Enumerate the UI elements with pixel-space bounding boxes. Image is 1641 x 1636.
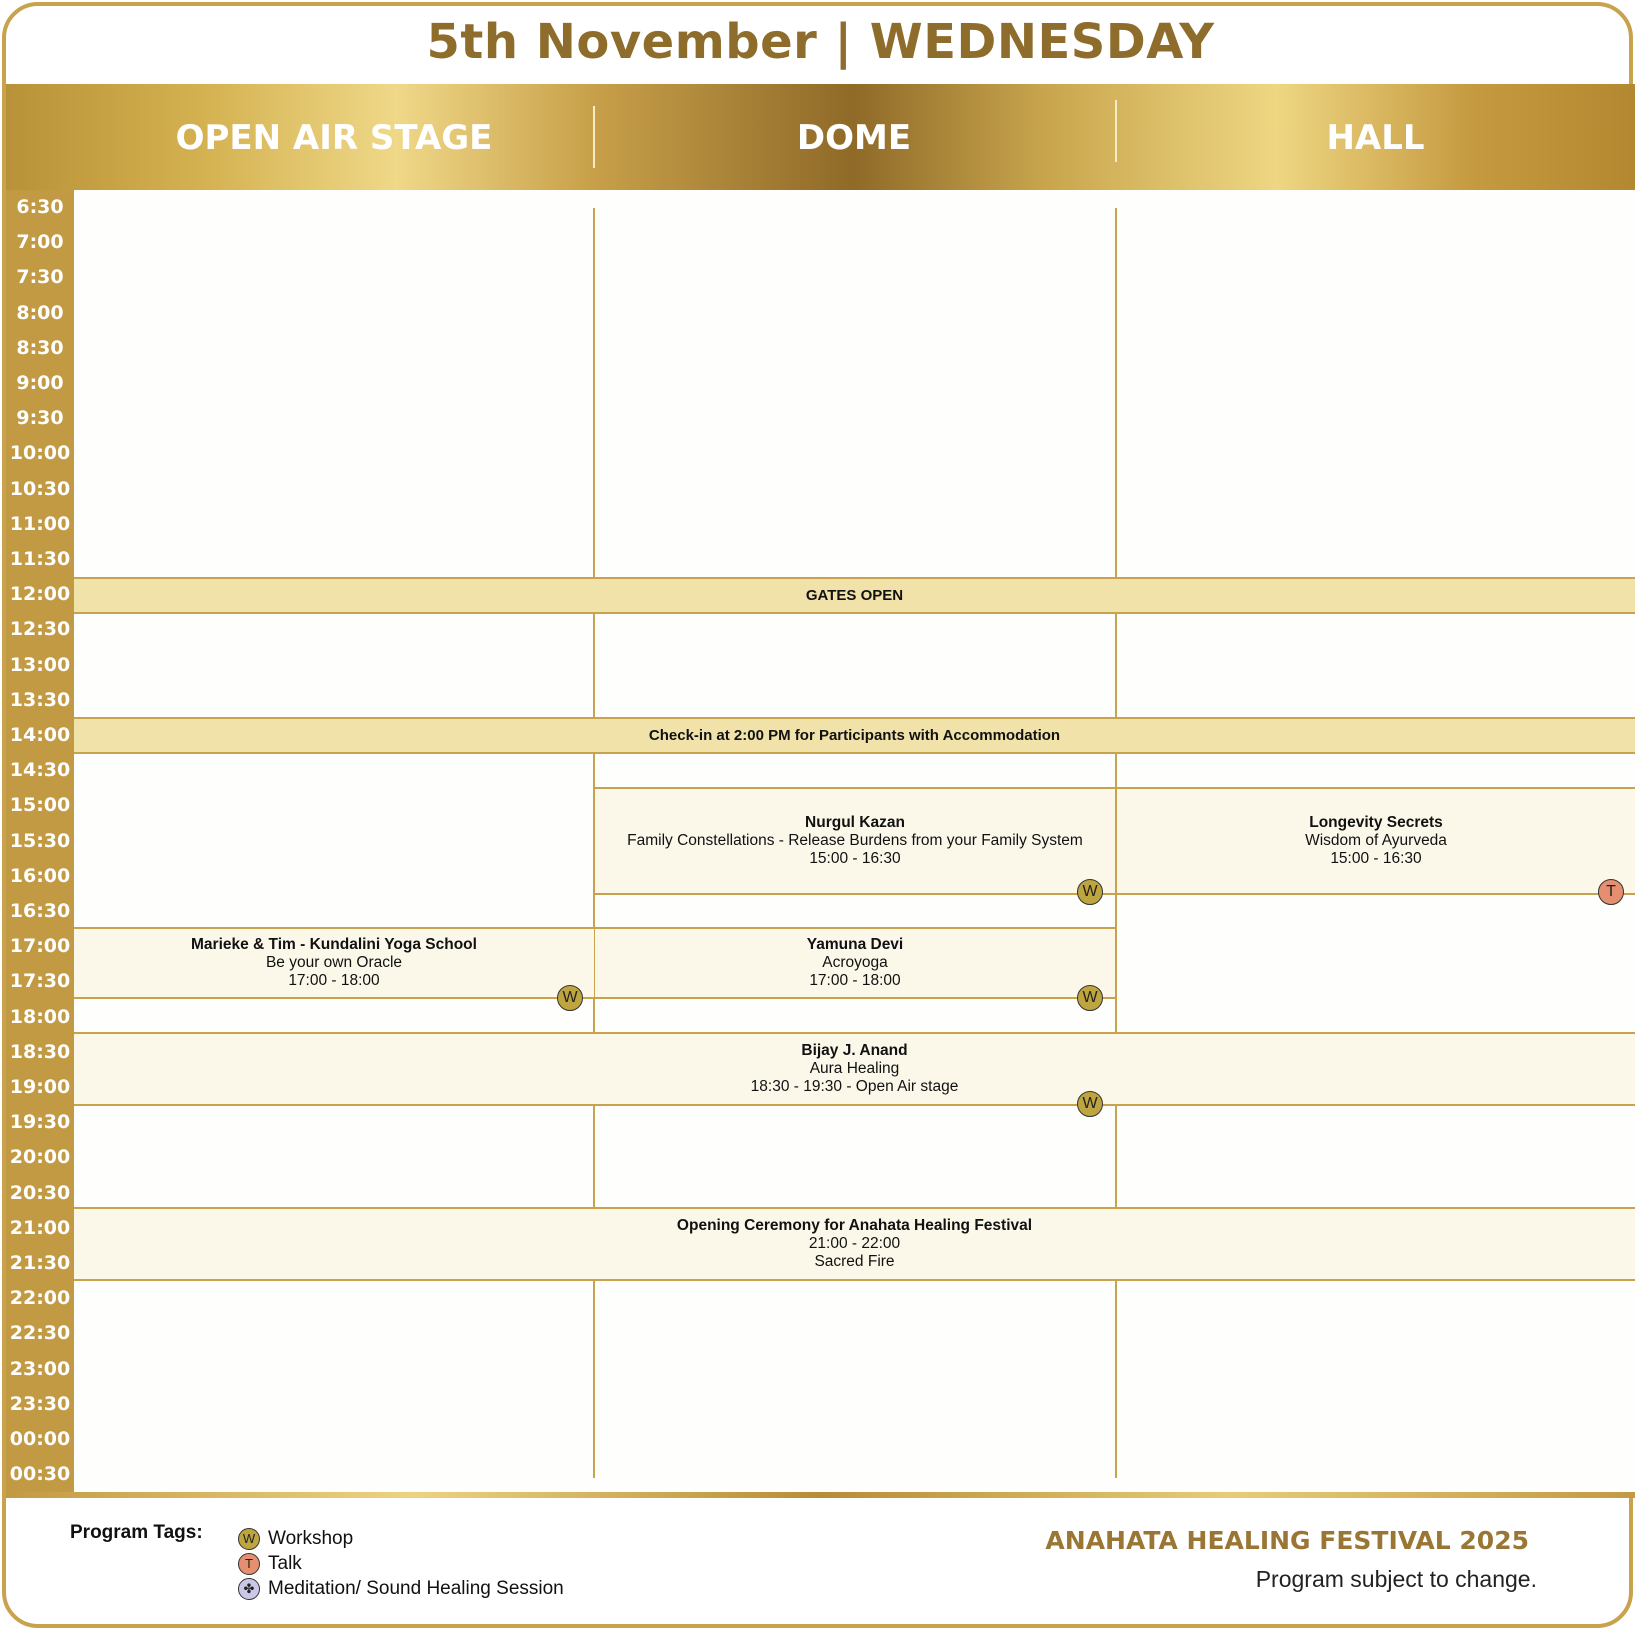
event-opening-ceremony[interactable]: [74, 1207, 1635, 1281]
legend-meditation: [238, 1577, 564, 1601]
column-divider: [1115, 893, 1117, 1033]
event-subtitle: Be your own Oracle: [265, 954, 403, 971]
legend-label: Talk: [268, 1553, 302, 1574]
event-time: 21:00 - 22:00: [808, 1235, 901, 1252]
column-divider: [1115, 208, 1117, 577]
time-label: 10:30: [9, 477, 71, 500]
event-time: 15:00 - 16:30: [1330, 850, 1422, 867]
time-label: 14:30: [9, 759, 71, 782]
event-subtitle: Aura Healing: [809, 1060, 900, 1077]
time-label: 00:30: [9, 1463, 71, 1486]
time-label: 10:00: [9, 442, 71, 465]
time-label: 13:30: [9, 688, 71, 711]
event-name: Bijay J. Anand: [801, 1042, 908, 1059]
talk-tag-icon: T: [238, 1553, 260, 1575]
festival-brand: ANAHATA HEALING FESTIVAL 2025: [1045, 1526, 1529, 1555]
time-label: 15:30: [9, 829, 71, 852]
event-bijay-anand[interactable]: [74, 1032, 1635, 1106]
time-label: 18:00: [9, 1005, 71, 1028]
meditation-tag-icon: ✤: [238, 1578, 260, 1600]
event-yamuna-devi[interactable]: [595, 927, 1115, 999]
event-nurgul-kazan[interactable]: [595, 787, 1115, 895]
event-time: 17:00 - 18:00: [809, 972, 901, 989]
legend-label: Meditation/ Sound Healing Session: [268, 1578, 564, 1599]
legend-workshop: [238, 1527, 353, 1551]
time-label: 20:30: [9, 1181, 71, 1204]
workshop-tag-icon: W: [1077, 879, 1103, 905]
event-time: 15:00 - 16:30: [809, 850, 901, 867]
event-marieke-tim[interactable]: [74, 927, 594, 999]
column-divider: [593, 997, 595, 1033]
time-label: 15:00: [9, 794, 71, 817]
event-name: Marieke & Tim - Kundalini Yoga School: [191, 936, 477, 953]
event-longevity-secrets[interactable]: [1117, 787, 1635, 895]
event-name: Yamuna Devi: [806, 936, 904, 953]
time-label: 19:00: [9, 1076, 71, 1098]
time-label: 9:00: [16, 372, 64, 394]
time-label: 12:30: [9, 618, 71, 641]
legend-label: Workshop: [268, 1528, 354, 1549]
time-label: 17:30: [9, 970, 71, 993]
header-divider: [1115, 100, 1117, 162]
column-divider: [593, 612, 595, 718]
gates-open-label: GATES OPEN: [805, 587, 904, 604]
change-note: Program subject to change.: [1255, 1566, 1537, 1592]
workshop-tag-icon: W: [557, 985, 583, 1011]
talk-tag-icon: T: [1598, 879, 1624, 905]
workshop-tag-icon: W: [238, 1528, 260, 1550]
time-label: 12:00: [9, 583, 71, 606]
event-subtitle: Sacred Fire: [814, 1253, 895, 1270]
time-label: 7:00: [16, 231, 64, 254]
stage-dome: DOME: [796, 118, 912, 158]
workshop-tag-icon: W: [1077, 985, 1103, 1011]
event-name: Opening Ceremony for Anahata Healing Festival: [676, 1217, 1033, 1234]
column-divider: [1115, 612, 1117, 718]
time-label: 21:00: [9, 1216, 71, 1239]
time-label: 17:00: [9, 935, 71, 958]
stage-hall: HALL: [1326, 118, 1425, 158]
workshop-tag-icon: W: [1077, 1091, 1103, 1117]
page-title: 5th November | WEDNESDAY: [426, 14, 1215, 70]
column-divider: [593, 1104, 595, 1208]
time-label: 13:00: [9, 653, 71, 676]
event-time: 18:30 - 19:30 - Open Air stage: [750, 1078, 959, 1095]
time-label: 9:30: [16, 407, 64, 430]
time-label: 11:00: [9, 512, 71, 535]
time-label: 23:30: [9, 1392, 71, 1415]
time-label: 22:30: [9, 1322, 71, 1345]
time-label: 23:00: [9, 1357, 71, 1380]
checkin-label: Check-in at 2:00 PM for Participants with Accommodation: [648, 727, 1061, 744]
time-label: 8:30: [16, 336, 64, 359]
time-label: 19:30: [9, 1111, 71, 1134]
event-time: 17:00 - 18:00: [288, 972, 380, 989]
time-label: 00:00: [9, 1428, 71, 1450]
header-divider: [593, 106, 595, 168]
time-label: 6:30: [16, 196, 64, 218]
time-label: 22:00: [9, 1287, 71, 1310]
footer-divider: [6, 1492, 1635, 1498]
event-subtitle: Family Constellations - Release Burdens from your Family System: [627, 832, 1083, 849]
time-label: 7:30: [16, 266, 64, 289]
column-divider: [1115, 1104, 1117, 1208]
time-label: 16:30: [9, 900, 71, 922]
event-subtitle: Acroyoga: [822, 954, 888, 971]
column-divider: [593, 208, 595, 577]
time-label: 8:00: [16, 301, 64, 324]
event-subtitle: Wisdom of Ayurveda: [1305, 832, 1447, 849]
event-name: Nurgul Kazan: [805, 814, 905, 831]
stage-open-air: OPEN AIR STAGE: [175, 118, 493, 158]
time-label: 11:30: [9, 548, 71, 570]
time-label: 18:30: [9, 1040, 71, 1063]
column-divider: [593, 893, 595, 929]
gates-open-banner: [74, 577, 1635, 614]
column-divider: [593, 1280, 595, 1478]
column-divider: [1115, 1280, 1117, 1478]
checkin-banner: [74, 717, 1635, 754]
time-label: 21:30: [9, 1252, 71, 1274]
legend-title: Program Tags:: [70, 1522, 203, 1543]
time-label: 16:00: [9, 864, 71, 887]
event-name: Longevity Secrets: [1309, 814, 1443, 831]
time-label: 14:00: [9, 724, 71, 746]
legend-talk: [238, 1552, 302, 1576]
time-label: 20:00: [9, 1146, 71, 1169]
